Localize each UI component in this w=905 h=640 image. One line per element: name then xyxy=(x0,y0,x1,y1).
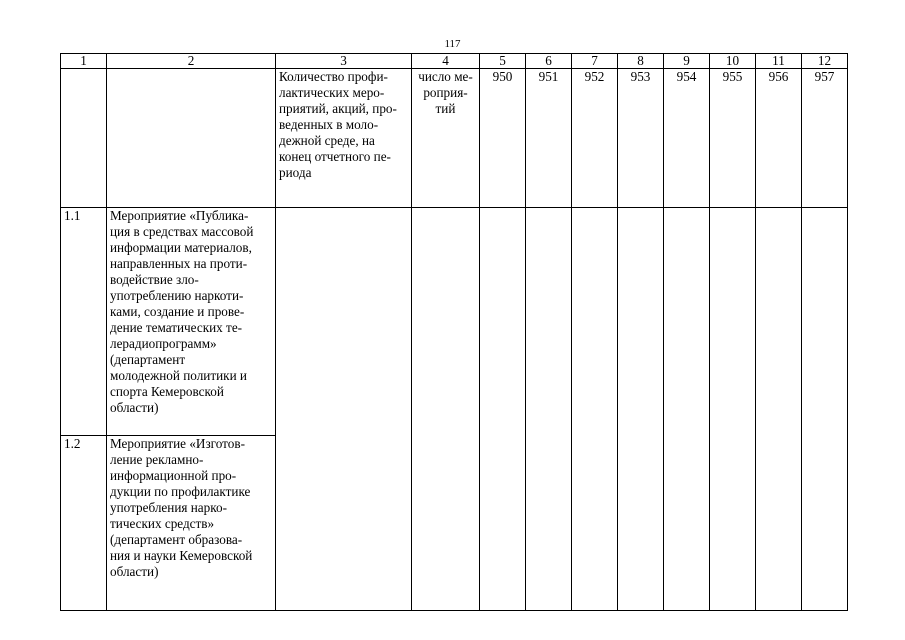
event-description-cell: Мероприятие «Изготов- ление рекламно- информационной про- дукции по профилактике употребления нарко- тических средств» (департамент образова- ния и науки Кемеровской области) xyxy=(107,436,276,611)
value-cell: 954 xyxy=(664,69,710,208)
row-number-cell: 1.1 xyxy=(61,208,107,436)
column-number: 10 xyxy=(710,54,756,69)
table-row xyxy=(61,208,848,436)
value-cell: 950 xyxy=(480,69,526,208)
column-number: 8 xyxy=(618,54,664,69)
unit-cell: число ме- роприя- тий xyxy=(412,69,480,208)
row-number-cell: 1.2 xyxy=(61,436,107,611)
column-number: 6 xyxy=(526,54,572,69)
column-number: 11 xyxy=(756,54,802,69)
value-cell: 953 xyxy=(618,69,664,208)
empty-cell xyxy=(572,208,618,611)
column-number: 7 xyxy=(572,54,618,69)
empty-cell xyxy=(412,208,480,611)
empty-cell xyxy=(618,208,664,611)
page-number: 117 xyxy=(444,38,461,50)
column-number: 4 xyxy=(412,54,480,69)
value-cell: 957 xyxy=(802,69,848,208)
empty-cell xyxy=(480,208,526,611)
program-table xyxy=(60,53,848,611)
indicator-row xyxy=(61,69,848,208)
row-number-cell xyxy=(61,69,107,208)
empty-cell xyxy=(276,208,412,611)
column-number: 5 xyxy=(480,54,526,69)
empty-cell xyxy=(664,208,710,611)
event-description-cell: Мероприятие «Публика- ция в средствах массовой информации материалов, направленных на проти- водействие зло- употреблению наркоти- ками, создание и прове- дение тематических те- лерадиопрограмм» (департамент молодежной политики и спорта Кемеровской области) xyxy=(107,208,276,436)
indicator-name-cell: Количество профи- лактических меро- приятий, акций, про- веденных в моло- дежной среде, на конец отчетного пе- риода xyxy=(276,69,412,208)
column-number: 9 xyxy=(664,54,710,69)
value-cell: 955 xyxy=(710,69,756,208)
empty-cell xyxy=(802,208,848,611)
empty-cell xyxy=(710,208,756,611)
column-number: 2 xyxy=(107,54,276,69)
value-cell: 951 xyxy=(526,69,572,208)
column-number: 3 xyxy=(276,54,412,69)
value-cell: 952 xyxy=(572,69,618,208)
value-cell: 956 xyxy=(756,69,802,208)
column-number-row xyxy=(61,54,848,69)
event-cell xyxy=(107,69,276,208)
empty-cell xyxy=(756,208,802,611)
column-number: 1 xyxy=(61,54,107,69)
empty-cell xyxy=(526,208,572,611)
column-number: 12 xyxy=(802,54,848,69)
